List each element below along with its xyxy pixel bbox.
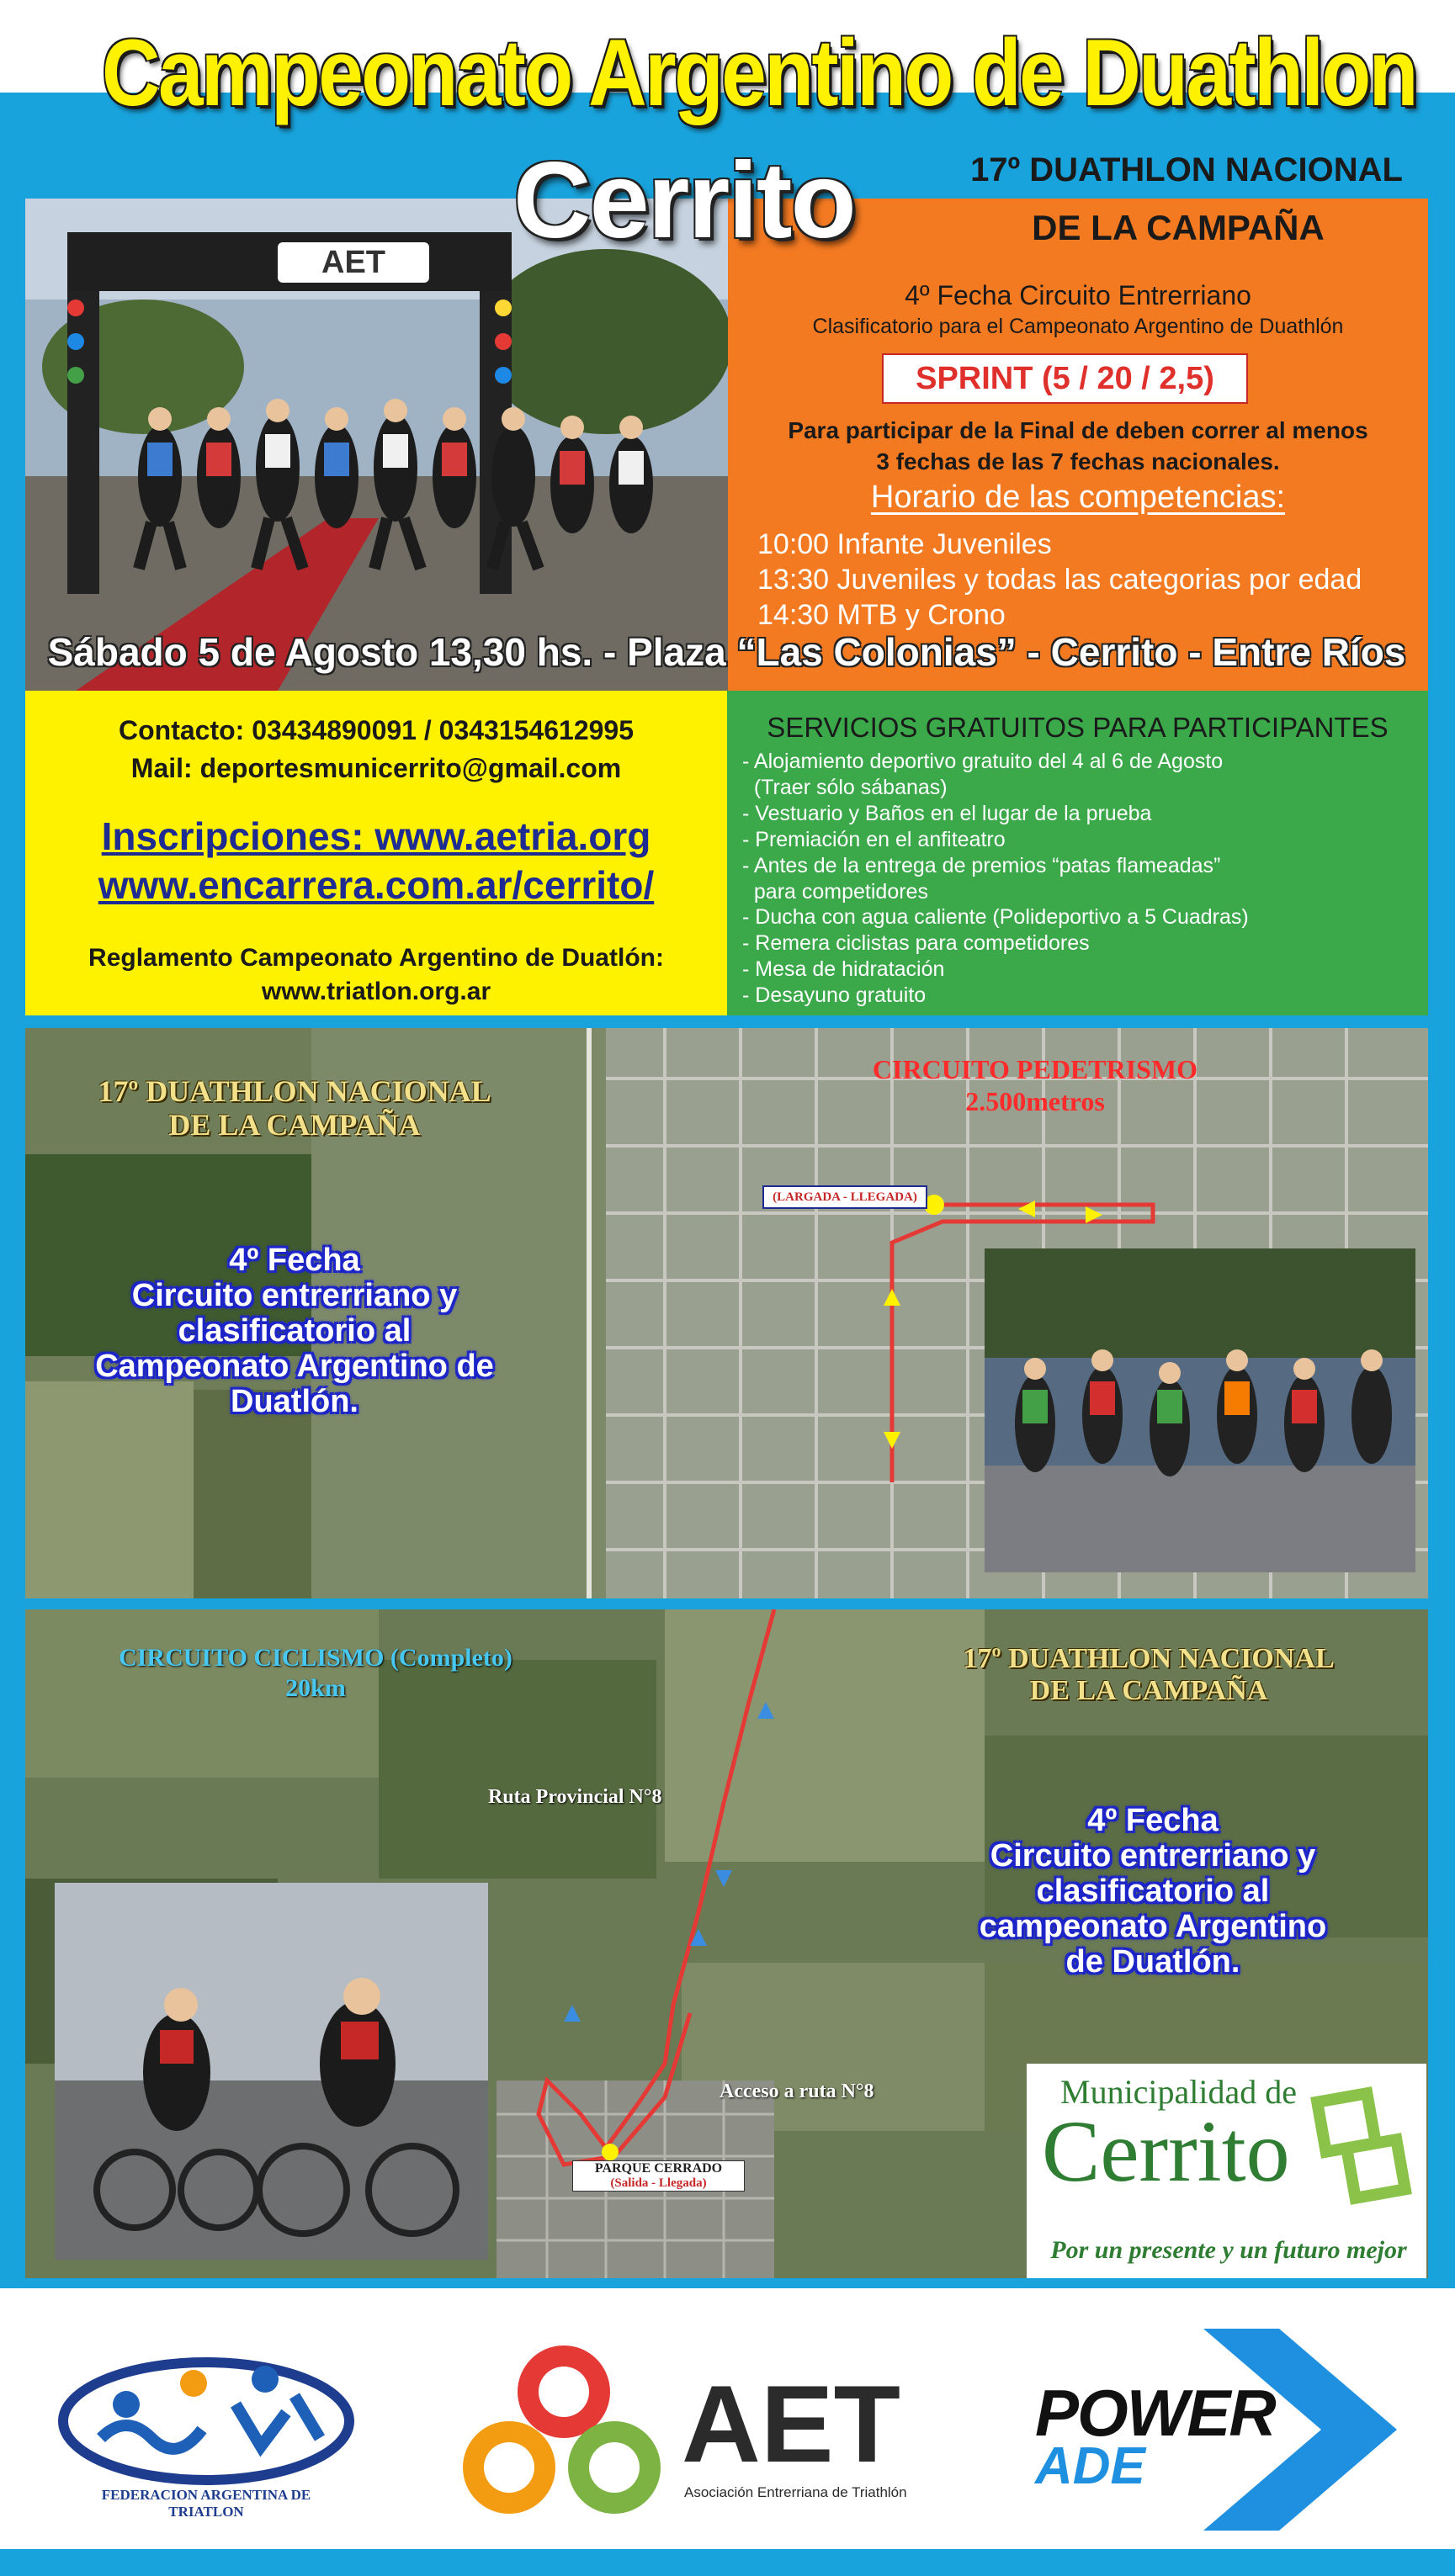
service-item: - Ducha con agua caliente (Polideportivo a 5 Cuadras) [742,905,1249,930]
national-title-line-1: 17º DUATHLON NACIONAL [970,151,1403,188]
aet-name: AET [682,2362,900,2485]
main-title: Campeonato Argentino de Duathlon [101,20,1416,125]
schedule-item: 13:30 Juveniles y todas las categorias por edad [757,564,1362,596]
service-item: - Desayuno gratuito [742,983,927,1008]
municipality-city: Cerrito [1042,2103,1290,2200]
run-map-fecha-line: Circuito entrerriano y [131,1278,458,1313]
final-requirement-line-1: Para participar de la Final de deben correr al menos [788,417,1368,443]
park-label: PARQUE CERRADO [594,2161,723,2176]
bike-map-nat-line-2: DE LA CAMPAÑA [1029,1675,1268,1706]
access-label: Acceso a ruta N°8 [720,2080,874,2102]
city-title: Cerrito [513,140,855,261]
service-item: - Antes de la entrega de premios “patas flameadas” [742,853,1221,877]
municipality-line: Municipalidad de [1060,2073,1298,2111]
contact-phone: Contacto: 03434890091 / 0343154612995 [119,715,634,745]
schedule-list [757,527,1422,633]
bike-map-fecha-line: clasificatorio al [1036,1874,1270,1909]
national-title-line-2: DE LA CAMPAÑA [1032,208,1325,247]
aet-rings-icon [450,2333,677,2526]
schedule-title: Horario de las competencias: [870,480,1286,515]
run-map-fecha-line: clasificatorio al [178,1313,412,1349]
run-map-fecha-line: Campeonato Argentino de [95,1349,494,1384]
triathlon-federation-icon [50,2337,362,2489]
municipality-logo [1027,2064,1426,2278]
bike-map-nat-line-1: 17º DUATHLON NACIONAL [963,1643,1335,1674]
regulation-url[interactable]: www.triatlon.org.ar [261,978,491,1005]
fat-name: FEDERACION ARGENTINA DE TRIATLON [101,2487,311,2520]
schedule-item: 14:30 MTB y Crono [757,599,1006,631]
powerade-logo [1027,2329,1422,2531]
bike-map-fecha-line: campeonato Argentino [979,1909,1327,1944]
service-item: - Alojamiento deportivo gratuito del 4 al 6 de Agosto [742,750,1224,773]
sponsor-strip [0,2312,1455,2549]
bike-map-fecha-line: 4º Fecha [1087,1803,1219,1838]
contact-mail: Mail: deportesmunicerrito@gmail.com [130,753,622,783]
race-start-illustration [25,199,728,691]
power-text: POWER [1035,2376,1275,2450]
sprint-badge: SPRINT (5 / 20 / 2,5) [882,353,1248,404]
aet-full-name: Asociación Entrerriana de Triathlón [684,2484,907,2500]
service-item: (Traer sólo sábanas) [742,775,948,799]
run-map-nat-line-1: 17º DUATHLON NACIONAL [98,1074,491,1108]
bike-circuit-title: CIRCUITO CICLISMO (Completo) [119,1644,512,1672]
services-title: SERVICIOS GRATUITOS PARA PARTICIPANTES [767,712,1389,743]
service-item: - Mesa de hidratación [742,957,945,982]
bottom-band [0,2549,1455,2576]
run-map-fecha-line: Duatlón. [231,1384,358,1419]
running-circuit-map [25,1028,1428,1598]
run-map-fecha-line: 4º Fecha [229,1243,360,1278]
race-start-photo [25,199,728,691]
cycling-circuit-map [25,1609,1428,2278]
schedule-item: 10:00 Infante Juveniles [757,528,1052,560]
fat-logo [50,2337,362,2520]
date-location-banner: Sábado 5 de Agosto 13,30 hs. - Plaza “Las Colonias” - Cerrito - Entre Ríos [47,630,1406,674]
regulation-label: Reglamento Campeonato Argentino de Duatlón: [88,944,664,972]
inscriptions-link[interactable]: Inscripciones: www.aetria.org [101,814,651,858]
park-sub: (Salida - Llegada) [610,2176,707,2190]
bike-map-fecha-line: de Duatlón. [1065,1944,1240,1980]
parque-cerrado-box [572,2160,745,2192]
municipality-slogan: Por un presente y un futuro mejor [1050,2236,1407,2264]
circuit-date: 4º Fecha Circuito Entrerriano [905,280,1251,310]
run-map-nat-line-2: DE LA CAMPAÑA [168,1108,421,1142]
aet-logo [450,2333,921,2526]
municipality-emblem-icon [1304,2080,1414,2207]
bike-map-fecha-line: Circuito entrerriano y [990,1838,1316,1874]
bike-circuit-distance: 20km [285,1674,346,1702]
run-circuit-title: CIRCUITO PEDETRISMO [872,1054,1198,1084]
services-list [742,749,1415,1009]
run-circuit-distance: 2.500metros [965,1086,1105,1116]
service-item: para competidores [742,879,928,904]
encarrera-link[interactable]: www.encarrera.com.ar/cerrito/ [98,863,655,907]
ade-text: ADE [1035,2437,1145,2495]
service-item: - Remera ciclistas para competidores [742,931,1090,956]
final-requirement-line-2: 3 fechas de las 7 fechas nacionales. [876,448,1280,474]
arch-logo-text: AET [321,245,385,280]
service-item: - Premiación en el anfiteatro [742,827,1006,851]
start-finish-label: (LARGADA - LLEGADA) [762,1185,927,1209]
route-label: Ruta Provincial N°8 [488,1786,662,1808]
service-item: - Vestuario y Baños en el lugar de la prueba [742,801,1152,825]
classifier-text: Clasificatorio para el Campeonato Argentino de Duathlón [812,315,1344,338]
